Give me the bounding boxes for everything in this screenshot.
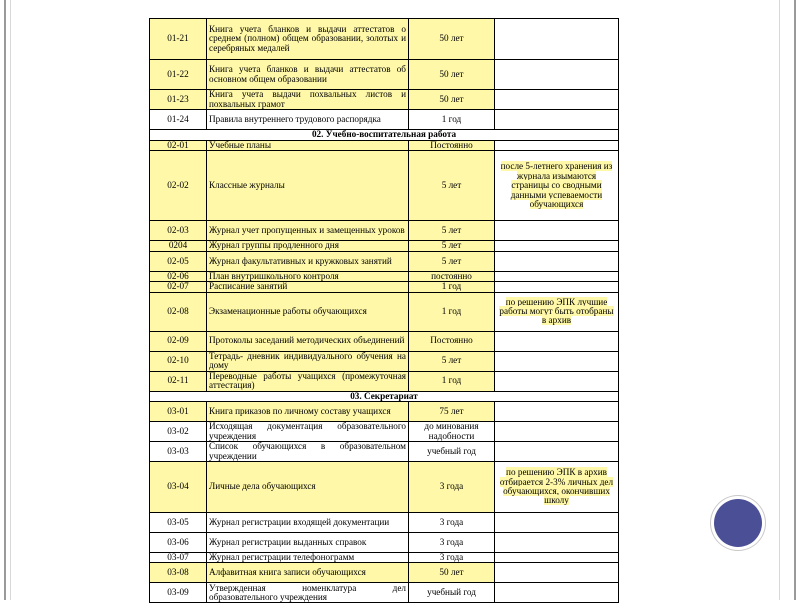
table-row (150, 513, 619, 533)
row-code-cell: 01-23 (150, 90, 207, 110)
section-title: 03. Секретариат (150, 391, 619, 401)
row-code-cell: 01-24 (150, 110, 207, 130)
section-header-row (150, 391, 619, 401)
row-code-cell: 02-01 (150, 141, 207, 151)
row-name-cell: Журнал регистрации входящей документации (207, 513, 409, 533)
row-note-cell (495, 563, 619, 583)
row-note-cell (495, 371, 619, 391)
row-code-cell: 03-08 (150, 563, 207, 583)
table-row (150, 331, 619, 351)
row-code-cell: 03-01 (150, 402, 207, 422)
row-name-cell: Книга учета выдачи похвальных листов и похвальных грамот (207, 90, 409, 110)
table-row (150, 462, 619, 513)
table-row (150, 371, 619, 391)
row-note-cell (495, 251, 619, 271)
table-row (150, 151, 619, 221)
table-row (150, 19, 619, 60)
row-note-text: по решению ЭПК в архив отбирается 2-3% личных дел обучающихся, окончивших школу (499, 467, 614, 506)
row-term-cell: 3 года (409, 553, 495, 563)
row-name-cell: Журнал учет пропущенных и замещенных уроков (207, 221, 409, 241)
row-note-cell (495, 351, 619, 371)
row-note-cell (495, 110, 619, 130)
row-name-cell: Расписание занятий (207, 282, 409, 292)
row-term-cell: 1 год (409, 292, 495, 331)
row-term-cell: Постоянно (409, 141, 495, 151)
row-name-cell: Книга учета бланков и выдачи аттестатов об основном общем образовании (207, 60, 409, 90)
row-term-cell: постоянно (409, 271, 495, 281)
row-term-cell: учебный год (409, 583, 495, 603)
row-note-cell (495, 141, 619, 151)
row-name-cell: Учебные планы (207, 141, 409, 151)
row-code-cell: 03-04 (150, 462, 207, 513)
row-name-cell: Журнал регистрации телефонограмм (207, 553, 409, 563)
row-note-cell (495, 151, 619, 221)
row-term-cell: 5 лет (409, 151, 495, 221)
row-code-cell: 03-07 (150, 553, 207, 563)
row-term-cell: 50 лет (409, 563, 495, 583)
table-row (150, 241, 619, 251)
row-term-cell: 5 лет (409, 221, 495, 241)
row-term-cell: 50 лет (409, 90, 495, 110)
row-code-cell: 02-07 (150, 282, 207, 292)
row-note-cell (495, 282, 619, 292)
row-name-cell: Тетрадь- дневник индивидуального обучения на дому (207, 351, 409, 371)
row-term-cell: 5 лет (409, 241, 495, 251)
table-row (150, 422, 619, 442)
table-row (150, 553, 619, 563)
row-term-cell: 1 год (409, 371, 495, 391)
nomenclature-table-body (150, 19, 619, 603)
row-note-cell (495, 553, 619, 563)
row-name-cell: План внутришкольного контроля (207, 271, 409, 281)
row-note-cell (495, 19, 619, 60)
row-note-cell (495, 271, 619, 281)
section-header-row (150, 130, 619, 141)
row-note-text: после 5-летнего хранения из журнала изымаются страницы со сводными данными успеваемости обучающихся (500, 161, 613, 210)
row-code-cell: 0204 (150, 241, 207, 251)
row-term-cell: 1 год (409, 282, 495, 292)
table-row (150, 563, 619, 583)
row-term-cell: 3 года (409, 462, 495, 513)
row-code-cell: 02-09 (150, 331, 207, 351)
row-code-cell: 03-02 (150, 422, 207, 442)
row-note-cell (495, 442, 619, 462)
row-term-cell: 75 лет (409, 402, 495, 422)
row-term-cell: до минования надобности (409, 422, 495, 442)
row-note-cell (495, 241, 619, 251)
row-code-cell: 03-09 (150, 583, 207, 603)
table-row (150, 110, 619, 130)
row-term-cell: учебный год (409, 442, 495, 462)
row-name-cell: Книга приказов по личному составу учащихся (207, 402, 409, 422)
row-term-cell: 5 лет (409, 251, 495, 271)
row-code-cell: 01-22 (150, 60, 207, 90)
row-name-cell: Экзаменационные работы обучающихся (207, 292, 409, 331)
row-name-cell: Исходящая документация образовательного учреждения (207, 422, 409, 442)
row-name-cell: Личные дела обучающихся (207, 462, 409, 513)
section-title: 02. Учебно-воспитательная работа (150, 130, 619, 141)
row-code-cell: 02-08 (150, 292, 207, 331)
table-row (150, 90, 619, 110)
row-code-cell: 03-05 (150, 513, 207, 533)
row-note-text: по решению ЭПК лучшие работы могут быть отобраны в архив (499, 296, 614, 326)
row-term-cell: 1 год (409, 110, 495, 130)
table-row (150, 251, 619, 271)
row-term-cell: 50 лет (409, 60, 495, 90)
row-name-cell: Переводные работы учащихся (промежуточная аттестация) (207, 371, 409, 391)
row-term-cell: 3 года (409, 533, 495, 553)
row-note-cell (495, 331, 619, 351)
row-name-cell: Классные журналы (207, 151, 409, 221)
row-note-cell (495, 90, 619, 110)
table-row (150, 402, 619, 422)
row-note-cell (495, 513, 619, 533)
row-code-cell: 02-06 (150, 271, 207, 281)
row-code-cell: 02-02 (150, 151, 207, 221)
row-code-cell: 01-21 (150, 19, 207, 60)
row-note-cell (495, 292, 619, 331)
table-row (150, 351, 619, 371)
row-name-cell: Журнал факультативных и кружковых занятий (207, 251, 409, 271)
row-name-cell: Алфавитная книга записи обучающихся (207, 563, 409, 583)
row-term-cell: Постоянно (409, 331, 495, 351)
row-name-cell: Протоколы заседаний методических объединений (207, 331, 409, 351)
row-code-cell: 03-06 (150, 533, 207, 553)
row-name-cell: Правила внутреннего трудового распорядка (207, 110, 409, 130)
table-row (150, 292, 619, 331)
row-note-cell (495, 533, 619, 553)
nomenclature-table (149, 18, 619, 603)
table-row (150, 533, 619, 553)
row-term-cell: 3 года (409, 513, 495, 533)
row-name-cell: Журнал группы продленного дня (207, 241, 409, 251)
row-code-cell: 02-11 (150, 371, 207, 391)
row-note-cell (495, 402, 619, 422)
row-code-cell: 02-10 (150, 351, 207, 371)
table-row (150, 221, 619, 241)
row-name-cell: Утвержденная номенклатура дел образовательного учреждения (207, 583, 409, 603)
row-note-cell (495, 221, 619, 241)
table-row (150, 141, 619, 151)
row-code-cell: 03-03 (150, 442, 207, 462)
table-row (150, 442, 619, 462)
row-term-cell: 50 лет (409, 19, 495, 60)
row-note-cell (495, 422, 619, 442)
table-row (150, 282, 619, 292)
row-code-cell: 02-05 (150, 251, 207, 271)
row-code-cell: 02-03 (150, 221, 207, 241)
row-note-cell (495, 462, 619, 513)
row-note-cell (495, 60, 619, 90)
row-name-cell: Книга учета бланков и выдачи аттестатов о среднем (полном) общем образовании, золотых и серебряных медалей (207, 19, 409, 60)
decorative-circle (714, 499, 762, 547)
row-name-cell: Журнал регистрации выданных справок (207, 533, 409, 553)
row-term-cell: 5 лет (409, 351, 495, 371)
table-row (150, 60, 619, 90)
table-row (150, 271, 619, 281)
row-name-cell: Список обучающихся в образовательном учреждении (207, 442, 409, 462)
